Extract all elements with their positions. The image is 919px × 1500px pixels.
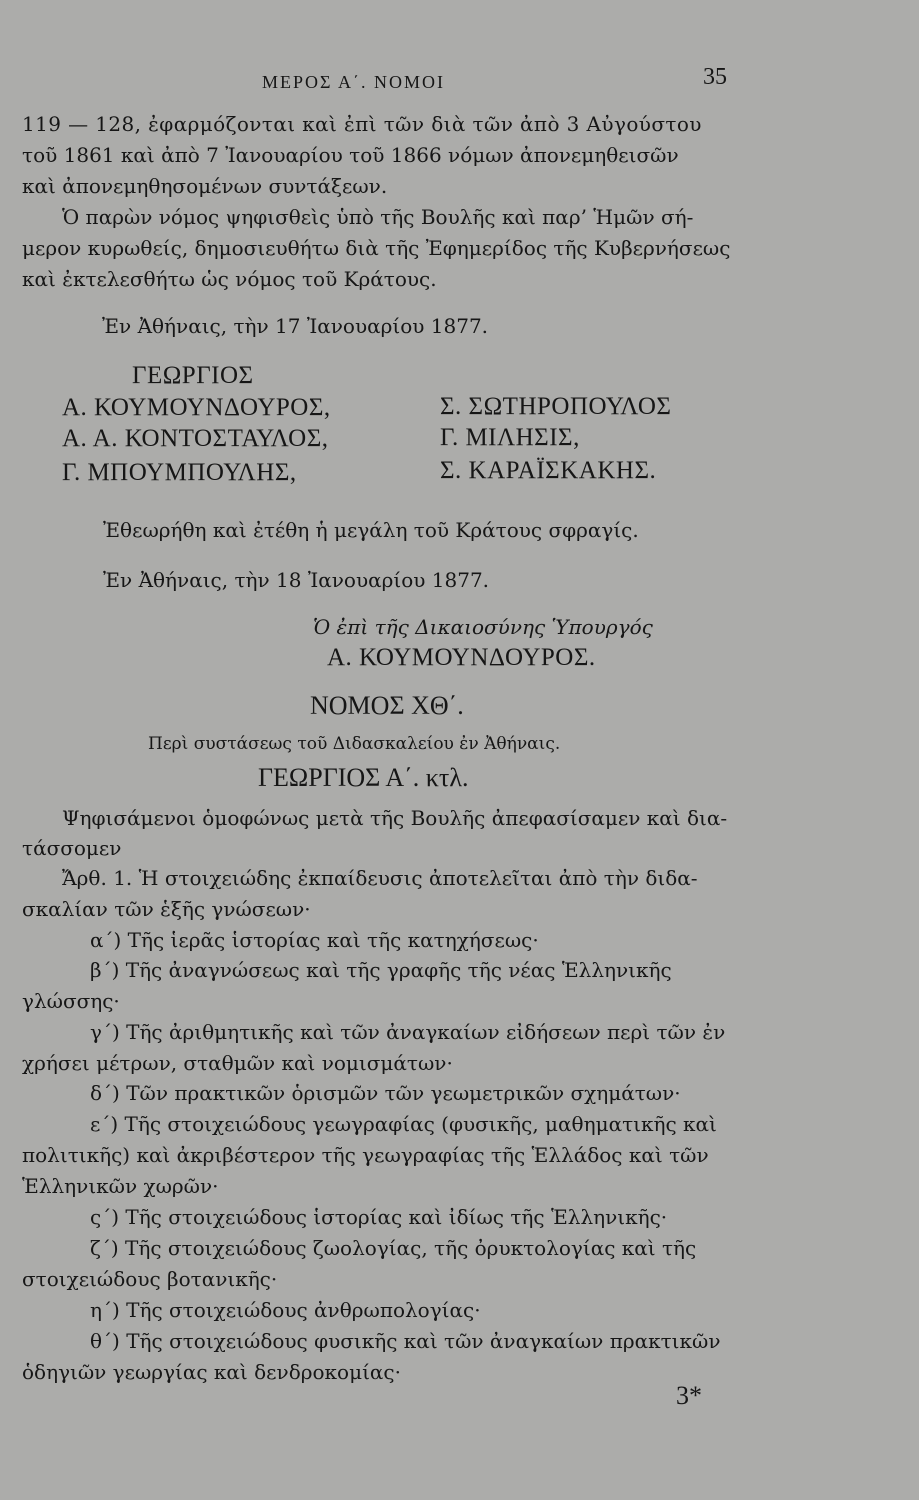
text-line: ζ΄) Τῆς στοιχειώδους ζωολογίας, τῆς ὀρυκτολογίας καὶ τῆς	[90, 1236, 697, 1260]
text-line: πολιτικῆς) καὶ ἀκριβέστερον τῆς γεωγραφίας τῆς Ἑλλάδος καὶ τῶν	[22, 1143, 709, 1167]
minister-name: Α. ΚΟΥΜΟΥΝΔΟΥΡΟΣ.	[327, 644, 596, 671]
text-line: μερον κυρωθείς, δημοσιευθήτω διὰ τῆς Ἐφημερίδος τῆς Κυβερνήσεως	[22, 236, 731, 260]
text-line: θ΄) Τῆς στοιχειώδους φυσικῆς καὶ τῶν ἀναγκαίων πρακτικῶν	[90, 1329, 721, 1353]
text-line: Ὁ παρὼν νόμος ψηφισθεὶς ὑπὸ τῆς Βουλῆς καὶ παρ’ Ἡμῶν σή-	[62, 205, 694, 229]
signatory-right: Σ. ΣΩΤΗΡΟΠΟΥΛΟΣ	[440, 393, 672, 420]
text-line: γ΄) Τῆς ἀριθμητικῆς καὶ τῶν ἀναγκαίων εἰδήσεων περὶ τῶν ἐν	[90, 1020, 726, 1044]
text-line: σκαλίαν τῶν ἑξῆς γνώσεων·	[22, 897, 311, 921]
signatory-right: Σ. ΚΑΡΑΪΣΚΑΚΗΣ.	[440, 457, 657, 484]
text-line: στοιχειώδους βοτανικῆς·	[22, 1267, 278, 1291]
king-name: ΓΕΩΡΓΙΟΣ	[132, 362, 254, 389]
text-line: καὶ ἀπονεμηθησομένων συντάξεων.	[22, 174, 388, 198]
text-line: δ΄) Τῶν πρακτικῶν ὁρισμῶν τῶν γεωμετρικῶν σχημάτων·	[90, 1081, 681, 1105]
running-title: ΜΕΡΟΣ Α΄. ΝΟΜΟΙ	[262, 72, 445, 92]
text-line: καὶ ἐκτελεσθήτω ὡς νόμος τοῦ Κράτους.	[22, 267, 437, 291]
text-line: Ψηφισάμενοι ὁμοφώνως μετὰ τῆς Βουλῆς ἀπεφασίσαμεν καὶ δια-	[62, 806, 728, 830]
signatory-left: Α. ΚΟΥΜΟΥΝΔΟΥΡΟΣ,	[62, 394, 331, 421]
minister-title: Ὁ ἐπὶ τῆς Δικαιοσύνης Ὑπουργός	[313, 615, 653, 639]
signatory-left: Γ. ΜΠΟΥΜΠΟΥΛΗΣ,	[62, 459, 297, 486]
text-line: τοῦ 1861 καὶ ἀπὸ 7 Ἰανουαρίου τοῦ 1866 νόμων ἀπονεμηθεισῶν	[22, 143, 679, 167]
law-subtitle: Περὶ συστάσεως τοῦ Διδασκαλείου ἐν Ἀθήναις.	[148, 734, 561, 754]
law-title: ΝΟΜΟΣ ΧΘ΄.	[310, 691, 464, 720]
text-line: γλώσσης·	[22, 989, 120, 1013]
text-line: ς΄) Τῆς στοιχειώδους ἱστορίας καὶ ἰδίως τῆς Ἑλληνικῆς·	[90, 1205, 668, 1229]
text-line: 119 — 128, ἐφαρμόζονται καὶ ἐπὶ τῶν διὰ τῶν ἀπὸ 3 Αὐγούστου	[22, 112, 702, 136]
date-line: Ἐν Ἀθήναις, τὴν 18 Ἰανουαρίου 1877.	[103, 568, 490, 592]
text-line: Ἄρθ. 1. Ἡ στοιχειώδης ἐκπαίδευσις ἀποτελεῖται ἀπὸ τὴν διδα-	[62, 866, 698, 890]
signatory-right: Γ. ΜΙΛΗΣΙΣ,	[440, 424, 580, 451]
text-line: η΄) Τῆς στοιχειώδους ἀνθρωπολογίας·	[90, 1298, 481, 1322]
text-line: χρήσει μέτρων, σταθμῶν καὶ νομισμάτων·	[22, 1051, 453, 1075]
text-line: β΄) Τῆς ἀναγνώσεως καὶ τῆς γραφῆς τῆς νέας Ἑλληνικῆς	[90, 958, 672, 982]
page-number: 35	[703, 64, 727, 90]
seal-line: Ἐθεωρήθη καὶ ἐτέθη ἡ μεγάλη τοῦ Κράτους σφραγίς.	[103, 518, 639, 542]
text-line: ε΄) Τῆς στοιχειώδους γεωγραφίας (φυσικῆς, μαθηματικῆς καὶ	[90, 1112, 717, 1136]
text-line: α΄) Τῆς ἱερᾶς ἱστορίας καὶ τῆς κατηχήσεως·	[90, 928, 539, 952]
date-line: Ἐν Ἀθήναις, τὴν 17 Ἰανουαρίου 1877.	[102, 314, 489, 338]
text-line: Ἑλληνικῶν χωρῶν·	[22, 1174, 219, 1198]
king-heading: ΓΕΩΡΓΙΟΣ Α΄. κτλ.	[258, 763, 469, 792]
text-line: τάσσομεν	[22, 836, 122, 860]
signature-mark: 3*	[676, 1381, 702, 1410]
text-line: ὁδηγιῶν γεωργίας καὶ δενδροκομίας·	[22, 1360, 401, 1384]
signatory-left: Α. Α. ΚΟΝΤΟΣΤΑΥΛΟΣ,	[62, 425, 329, 452]
